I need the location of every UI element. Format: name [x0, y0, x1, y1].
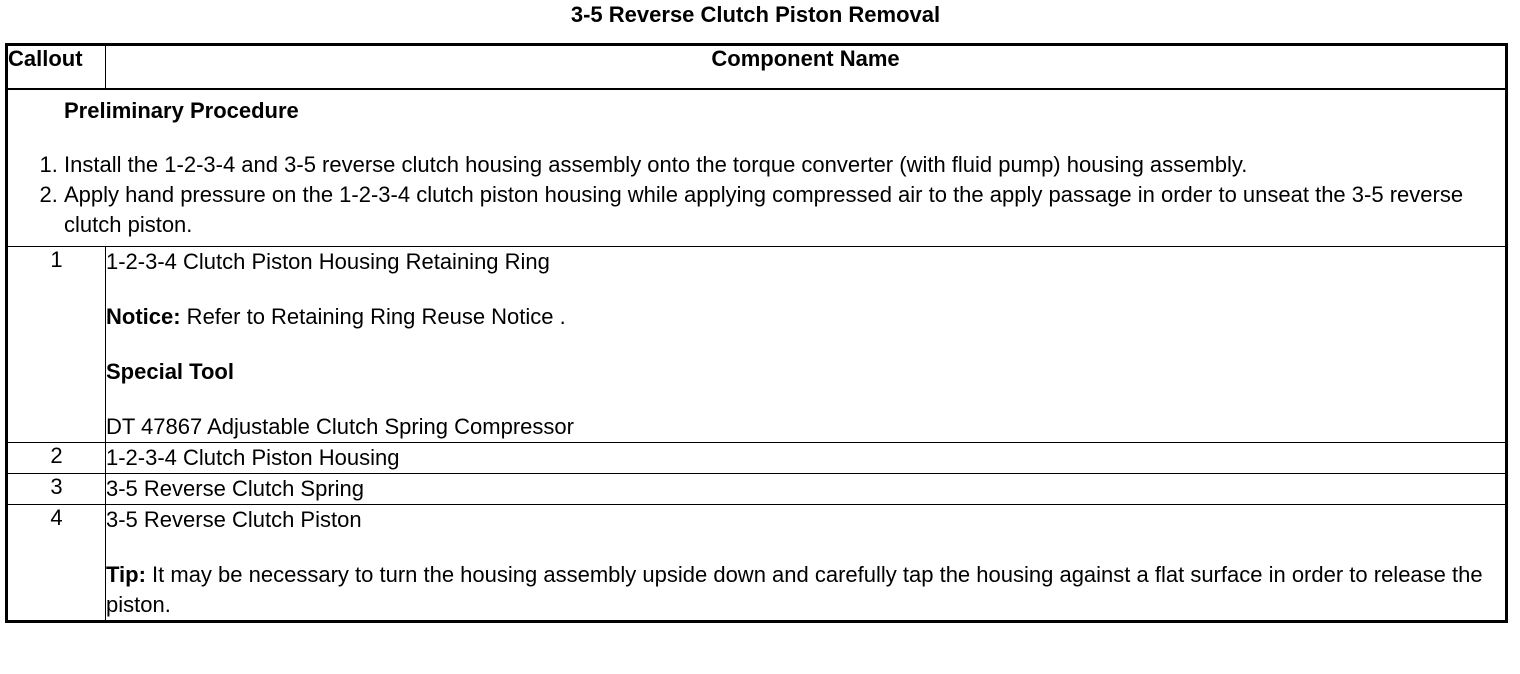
- callout-number: 4: [7, 505, 106, 622]
- preliminary-procedure-title: Preliminary Procedure: [64, 98, 299, 123]
- notice-label: Notice:: [106, 304, 181, 329]
- notice-text: Refer to Retaining Ring Reuse Notice .: [180, 304, 566, 329]
- component-name-column-header: Component Name: [106, 45, 1507, 90]
- preliminary-step: 1. Install the 1-2-3-4 and 3-5 reverse clutch housing assembly onto the torque converter (with fluid pump) housing assembly.: [64, 150, 1485, 180]
- table-header-row: [7, 45, 1507, 90]
- component-name: 1-2-3-4 Clutch Piston Housing: [106, 443, 1507, 474]
- preliminary-step: 2. Apply hand pressure on the 1-2-3-4 clutch piston housing while applying compressed air to the apply passage in order to unseat the 3-5 reverse clutch piston.: [64, 180, 1485, 240]
- component-name: 3-5 Reverse Clutch Piston: [106, 507, 362, 532]
- component-cell: [106, 247, 1507, 443]
- component-name: 3-5 Reverse Clutch Spring: [106, 474, 1507, 505]
- special-tool-heading: Special Tool: [106, 359, 234, 384]
- notice: [106, 302, 1505, 332]
- table-row: [7, 474, 1507, 505]
- component-name: 1-2-3-4 Clutch Piston Housing Retaining Ring: [106, 249, 550, 274]
- page-title: 3-5 Reverse Clutch Piston Removal: [570, 2, 941, 27]
- tip-text: It may be necessary to turn the housing assembly upside down and carefully tap the housing against a flat surface in order to release the piston.: [106, 562, 1483, 617]
- callout-number: 3: [7, 474, 106, 505]
- table-row: [7, 443, 1507, 474]
- callout-column-header: Callout: [7, 45, 106, 90]
- table-row: [7, 247, 1507, 443]
- tip: [106, 560, 1505, 620]
- tip-label: Tip:: [106, 562, 146, 587]
- preliminary-steps-list: [28, 150, 1485, 240]
- component-cell: [106, 505, 1507, 622]
- preliminary-procedure-row: [7, 89, 1507, 247]
- callout-number: 2: [7, 443, 106, 474]
- preliminary-procedure-cell: [7, 89, 1507, 247]
- special-tool-name: DT 47867 Adjustable Clutch Spring Compressor: [106, 414, 574, 439]
- component-table: [5, 43, 1508, 623]
- table-row: [7, 505, 1507, 622]
- callout-number: 1: [7, 247, 106, 443]
